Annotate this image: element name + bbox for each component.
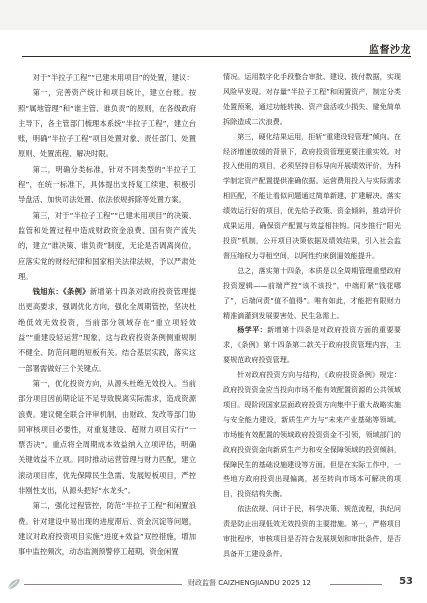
paragraph [223, 368, 401, 502]
paragraph [223, 502, 401, 562]
paragraph [18, 498, 196, 559]
paragraph [223, 70, 401, 130]
footer-rule-left [24, 584, 182, 585]
paragraph [18, 162, 196, 208]
paragraph [18, 376, 196, 498]
paragraph [223, 130, 401, 264]
magazine-name: 财政监督 CAIZHENGJIANDU [188, 579, 280, 587]
paragraph-text: 新增第十四条是对政府投资方面的重要要求，《条例》第十四条第二款关于政府投资管理内容，主要规范政府投资管理。 [223, 325, 402, 365]
paragraph-text: 新增第十四条对政府投资管理提出更高要求，强调优化方向，强化全周期管控，坚决杜绝低效无效投资，当前部分领域存在“重立项轻效益”“重建设轻运营”现象，这与政府投资条例侧重规制不健全、防范问题的短板有关。结合基层实践，落实这一部署需做好三个关键点。 [18, 287, 197, 373]
left-column [18, 70, 196, 560]
paragraph-text: 第二，明确分类标准，针对不同类型的“半拉子工程”，在统一标准下，具体提出支持复工续建、积极引导盘活、加快司法处置、依法依规拆除等处置方案。 [18, 164, 196, 205]
paragraph-text: 情况。运用数字化手段整合审批、建设、拨付数据，实现风险早发现。对存量“半拉子工程”和闲置资产，制定分类处置预案，通过功能转换、资产盘活或少损失、避免简单拆除造成二次浪费。 [223, 72, 401, 126]
issue-number: 2025 12 [282, 579, 311, 587]
speaker-name: 钱旭东：《条例》 [32, 287, 90, 297]
paragraph-text: 第一，完善资产统计和项目统计，建立台账。按照“属地管理”和“谁主管、谁负责”的原则，在各级政府主导下，各主管部门梳理本系统“半拉子工程”，建立台账，明确“半拉子工程”项目处置对象、责任部门、处置原则、处置流程、解决时限。 [18, 88, 196, 159]
leaf-icon [6, 577, 22, 591]
paragraph-text: 第二，强化过程管控，防范“半拉子工程”和闲置浪费。针对建设中易出现的进度滞后、资金沉淀等问题，建议对政府投资项目实施“进度+效益”双控措施，增加事中监控频次，动态监测预警停工超期、资金闲置 [18, 501, 196, 557]
paragraph-text: 对于“半拉子工程”“已建未用项目”的处置，建议： [32, 73, 194, 82]
paragraph-text: 依法依规、问计于民，科学决策、规范流程，执纪问责是防止出现低效无效投资的主要措施。第一，严格项目审批程序，审核项目是否符合发展规划和审批条件，是否具备开工建设条件。 [223, 504, 401, 558]
paragraph-text: 第三，对于“半拉子工程”“已建未用项目”的决策、监管和处置过程中造成财政资金浪费、国有资产流失的，建立“谁决策、谁负责”制度，无论是否调离岗位，应落实党的财经纪律和国家相关法律法规，予以严肃处理。 [18, 210, 196, 281]
section-title: 监督沙龙 [369, 45, 411, 56]
paragraph [18, 85, 196, 161]
paragraph [223, 264, 401, 324]
paragraph [18, 284, 196, 376]
paragraph-text: 第一，优化投资方向，从源头杜绝无效投入。当前部分项目因前期论证不足导致脱离实际需求，造成资源浪费。建议健全联合评审机制，由财政、发改等部门协同审核项目必要性，对重复建设、超财力项目实行“一票否决”。重点将全周期成本效益纳入立项评估，明确关键效益不立项。同时推动运营管理与财力匹配，建立滚动项目库，优先保障民生急需、发展短板项目，严控非刚性支出，从源头把好“水龙头”。 [18, 378, 196, 496]
top-banner-block [0, 0, 427, 30]
header-rule [22, 56, 411, 57]
footer [0, 574, 427, 598]
footer-label [188, 578, 311, 588]
paragraph [18, 70, 196, 85]
speaker-name: 杨学平： [237, 325, 268, 335]
paragraph [18, 208, 196, 284]
right-column [223, 70, 401, 562]
paragraph-text: 第三，硬化结果运用，拒斩“重建设轻管理”倾向。在经济增速放缓的背景下，政府投资管理更要注重实效。对投入使用的项目，必须坚持目标导向开展绩效评价，为科学制定资产配置提供准确依据。运营费用投入与实际需求相匹配，不能让看似问题通过简单新建、扩建解决。落实绩效运行好的项目，优先给予政策、资金倾斜，推动评价成果运用，确保资产配置与效益相挂钩。同步推行“阳光投资”机制，公开项目决策依据及绩效结果，引入社会监督压缩权力寻租空间，以阿性约束倒逼效能提升。 [223, 131, 401, 260]
paragraph-text: 总之，落实第十四条，本质是以全周期管理重塑政府投资逻辑——前端严控“该不该投”，中端盯紧“钱花哪了”，后端问责“值不值得”。唯有如此，才能把有限财力精准滴灌到发展要害处、民生急需上。 [223, 265, 401, 320]
page-number: 53 [399, 576, 413, 587]
footer-rule-right [330, 584, 382, 585]
paragraph-text: 针对政府投资方向与结构，《政府投资条例》规定：政府投资资金应当投向市场不能有效配置资源的公共领域项目。现阶段国家层面政府投资方向集中于重大战略实施与安全能力建设，新质生产力与“未来产业基础等领域。市场能有效配置的领域政府投资资金不引领，领域部门的政府投资资金向新质生产力和安全保障领域的投资倾斜，保障民生的基础设施建设等方面。但是在实际工作中，一些地方政府投资出现偏离，甚至转向市场本可解决的项目，投资结构失衡。 [223, 370, 401, 499]
paragraph [223, 323, 401, 368]
